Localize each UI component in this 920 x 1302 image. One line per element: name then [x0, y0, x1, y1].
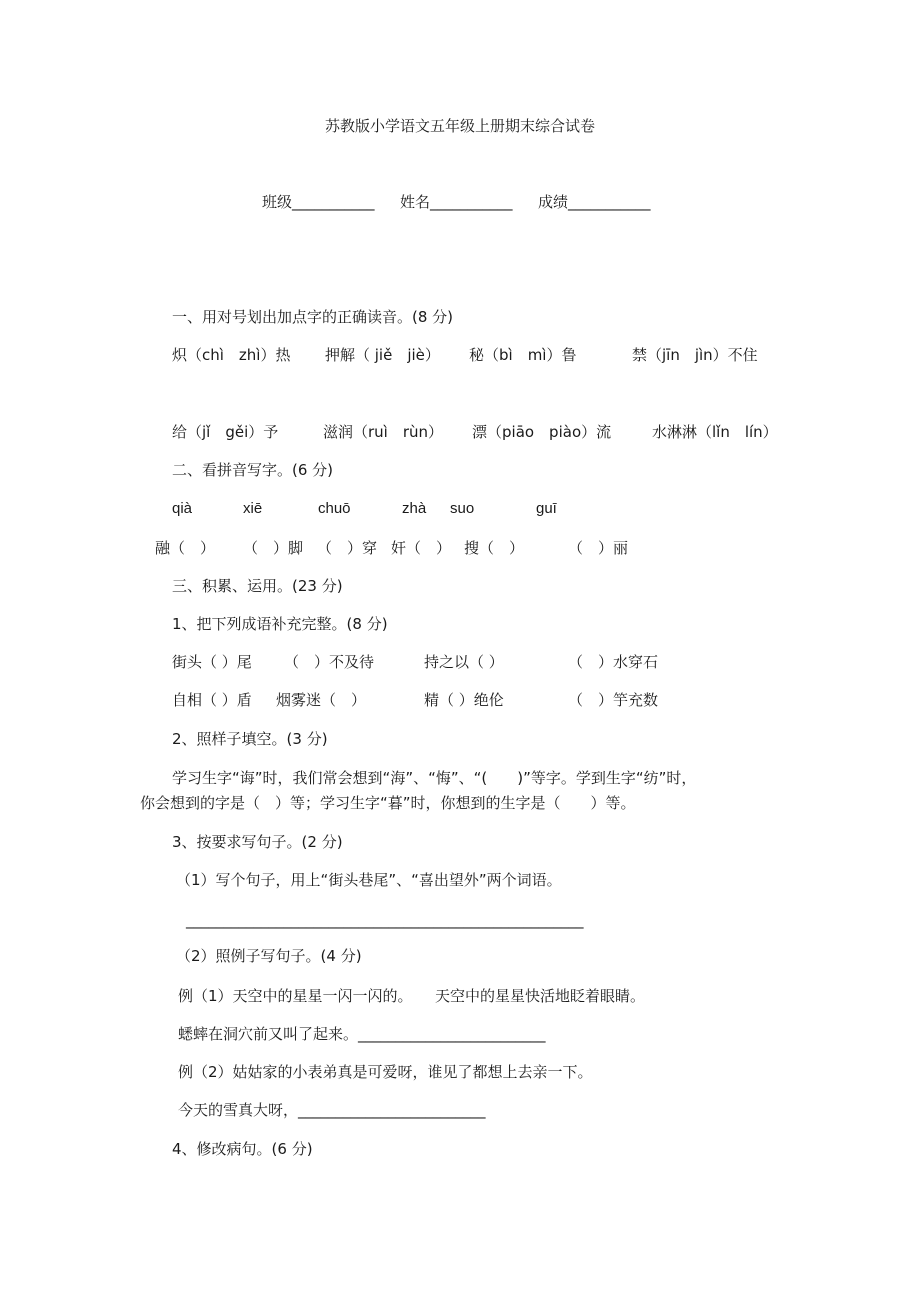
pinyin-item: zhà [402, 500, 427, 517]
section2-heading: 二、看拼音写字。(6 分) [172, 461, 334, 479]
q3-example2: 例（2）姑姑家的小表弟真是可爱呀，谁见了都想上去亲一下。 [178, 1063, 593, 1081]
idiom-item: 自相（ ）盾 [172, 691, 252, 709]
pinyin-item: suo [450, 500, 475, 517]
idiom-item: （ ）竽充数 [568, 691, 659, 709]
pronunciation-item: 炽（chì zhì）热 [172, 346, 291, 364]
section1-heading: 一、用对号划出加点字的正确读音。(8 分) [172, 308, 454, 326]
pronunciation-item: 给（jǐ gěi）予 [172, 423, 279, 441]
idiom-item: 烟雾迷（ ） [276, 691, 367, 709]
q3-answer-line: _____________________________________________________ [186, 911, 584, 929]
q2-heading: 2、照样子填空。(3 分) [172, 730, 328, 748]
q3-part1: （1）写个句子，用上“街头巷尾”、“喜出望外”两个词语。 [176, 871, 562, 889]
q4-heading: 4、修改病句。(6 分) [172, 1140, 313, 1158]
q3-exercise2: 今天的雪真大呀，_________________________ [178, 1101, 486, 1119]
pronunciation-item: 秘（bì mì）鲁 [469, 346, 577, 364]
q2-text-line2: 你会想到的字是（ ）等；学习生字“暮”时，你想到的生字是（ ）等。 [140, 794, 636, 812]
exam-title: 苏教版小学语文五年级上册期末综合试卷 [324, 117, 595, 135]
idiom-item: 街头（ ）尾 [172, 653, 252, 671]
character-blank: （ ）穿 [317, 539, 378, 557]
pronunciation-item: 滋润（ruì rùn） [323, 423, 444, 441]
idiom-item: 精（ ）绝伦 [424, 691, 504, 709]
pinyin-item: xiē [243, 500, 263, 517]
idiom-item: 持之以（ ） [424, 653, 504, 671]
score-field: 成绩___________ [538, 193, 651, 211]
name-field: 姓名___________ [400, 193, 513, 211]
pronunciation-item: 漂（piāo piào）流 [472, 423, 612, 441]
idiom-item: （ ）水穿石 [568, 653, 659, 671]
pronunciation-item: 禁（jīn jìn）不住 [632, 346, 758, 364]
pinyin-item: qià [172, 500, 193, 517]
pinyin-item: chuō [318, 500, 351, 517]
character-blank: 搜（ ） [464, 539, 525, 557]
q3-heading: 3、按要求写句子。(2 分) [172, 833, 343, 851]
pinyin-item: guī [536, 500, 557, 517]
idiom-item: （ ）不及待 [284, 653, 375, 671]
q1-heading: 1、把下列成语补充完整。(8 分) [172, 615, 388, 633]
character-blank: 奸（ ） [391, 539, 452, 557]
character-blank: 融（ ） [155, 539, 216, 557]
pronunciation-item: 水淋淋（lǐn lín） [652, 423, 778, 441]
q2-text-line1: 学习生字“诲”时，我们常会想到“海”、“悔”、“( )”等字。学到生字“纺”时， [172, 769, 697, 787]
character-blank: （ ）丽 [568, 539, 629, 557]
q3-exercise1: 蟋蟀在洞穴前又叫了起来。_________________________ [178, 1025, 546, 1043]
pronunciation-item: 押解（ jiě jiè） [325, 346, 440, 364]
class-field: 班级___________ [262, 193, 375, 211]
q3-example1: 例（1）天空中的星星一闪一闪的。 天空中的星星快活地眨着眼睛。 [178, 987, 646, 1005]
q3-part2: （2）照例子写句子。(4 分) [176, 947, 362, 965]
section3-heading: 三、积累、运用。(23 分) [172, 577, 343, 595]
character-blank: （ ）脚 [243, 539, 304, 557]
